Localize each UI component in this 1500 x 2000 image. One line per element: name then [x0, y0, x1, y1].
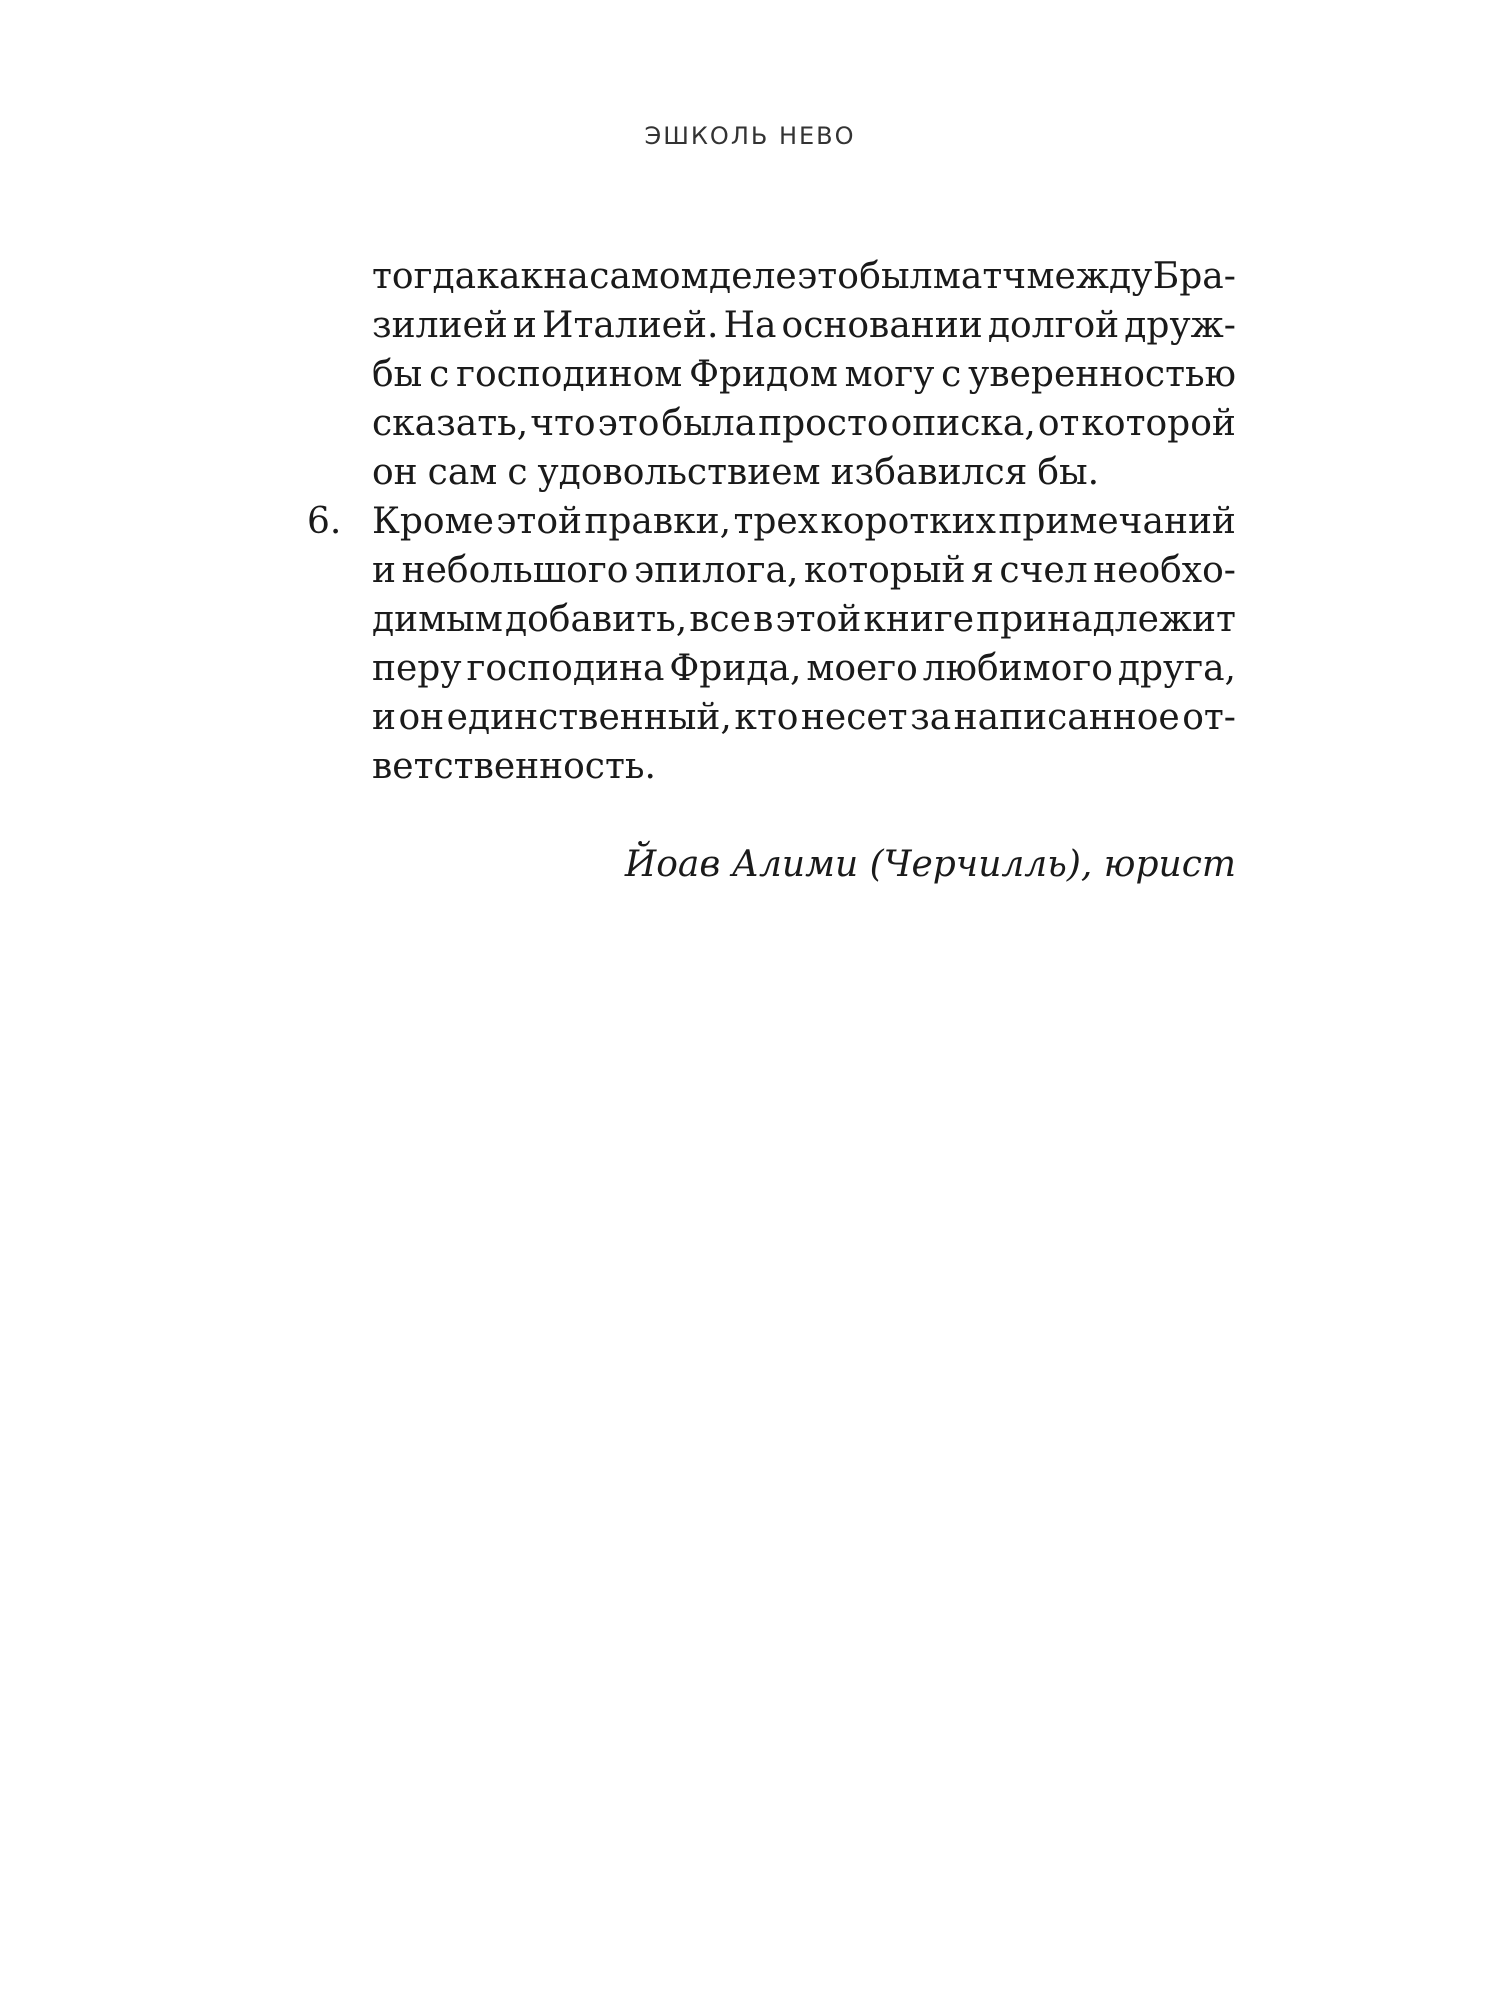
word: долгой [987, 305, 1120, 346]
word: ветственность. [372, 746, 656, 787]
word: описка, [890, 403, 1036, 444]
word: просто [758, 403, 889, 444]
word: он [398, 697, 445, 738]
text-line [372, 497, 1236, 546]
running-head: ЭШКОЛЬ НЕВО [644, 122, 856, 150]
word: уверенностью [968, 354, 1236, 395]
word: от- [1182, 697, 1236, 738]
word: друга, [1117, 648, 1236, 689]
word: коротких [820, 501, 996, 542]
word: которой [1081, 403, 1236, 444]
word: я [971, 550, 994, 591]
word: сказать, [372, 403, 529, 444]
word: бы [372, 354, 423, 395]
word: друж- [1124, 305, 1236, 346]
word: и [372, 697, 396, 738]
word: книге [863, 599, 974, 640]
word: был [859, 256, 933, 297]
text-line [372, 399, 1236, 448]
word: он [372, 452, 418, 493]
word: Бра- [1152, 256, 1236, 297]
word: от [1037, 403, 1080, 444]
word: как [476, 256, 543, 297]
word: была [661, 403, 757, 444]
word: господином [456, 354, 683, 395]
numbered-item-6 [307, 497, 1236, 791]
word: в [753, 599, 774, 640]
word: матч [932, 256, 1027, 297]
word: могу [844, 354, 935, 395]
word: господина [466, 648, 665, 689]
word: удовольствием [537, 452, 821, 493]
text-line [372, 301, 1236, 350]
text-line [372, 693, 1236, 742]
word: добавить, [504, 599, 688, 640]
author-signature: Йоав Алими (Черчилль), юрист [624, 844, 1236, 885]
word: написанное [953, 697, 1180, 738]
word: между [1026, 256, 1153, 297]
word: сам [427, 452, 498, 493]
word: с [507, 452, 528, 493]
word: любимого [922, 648, 1113, 689]
word: этой [496, 501, 582, 542]
text-line [372, 546, 1236, 595]
word: и [512, 305, 537, 346]
word: который [804, 550, 966, 591]
word: зилией [372, 305, 508, 346]
word: единственный, [446, 697, 732, 738]
word: бы. [1037, 452, 1100, 493]
word: основании [781, 305, 983, 346]
item-number: 6. [307, 501, 342, 542]
text-line [372, 252, 1236, 301]
word: димым [372, 599, 503, 640]
word: самом [589, 256, 709, 297]
word: счел [999, 550, 1088, 591]
word: перу [372, 648, 462, 689]
word: за [910, 697, 952, 738]
word: Фридом [689, 354, 838, 395]
word: кто [734, 697, 799, 738]
word: с [429, 354, 450, 395]
word: деле [709, 256, 797, 297]
word: это [597, 403, 660, 444]
word: необхо- [1093, 550, 1236, 591]
word: принадлежит [976, 599, 1236, 640]
text-line [372, 350, 1236, 399]
word: этой [775, 599, 862, 640]
word: что [530, 403, 596, 444]
word: трех [733, 501, 819, 542]
word: Фрида, [669, 648, 802, 689]
continuation-paragraph [372, 252, 1236, 497]
word: все [689, 599, 751, 640]
word: примечаний [998, 501, 1236, 542]
text-line [372, 742, 1236, 791]
word: небольшого [401, 550, 629, 591]
word: это [797, 256, 859, 297]
word: моего [806, 648, 918, 689]
word: на [543, 256, 589, 297]
word: несет [800, 697, 908, 738]
word: тогда [372, 256, 477, 297]
text-line [372, 448, 1236, 497]
word: На [723, 305, 777, 346]
word: Италией. [542, 305, 719, 346]
text-line [372, 595, 1236, 644]
word: с [941, 354, 962, 395]
word: эпилога, [633, 550, 799, 591]
word: и [372, 550, 396, 591]
word: избавился [830, 452, 1028, 493]
body-text [307, 252, 1236, 791]
text-line [372, 644, 1236, 693]
word: правки, [584, 501, 732, 542]
word: Кроме [372, 501, 494, 542]
